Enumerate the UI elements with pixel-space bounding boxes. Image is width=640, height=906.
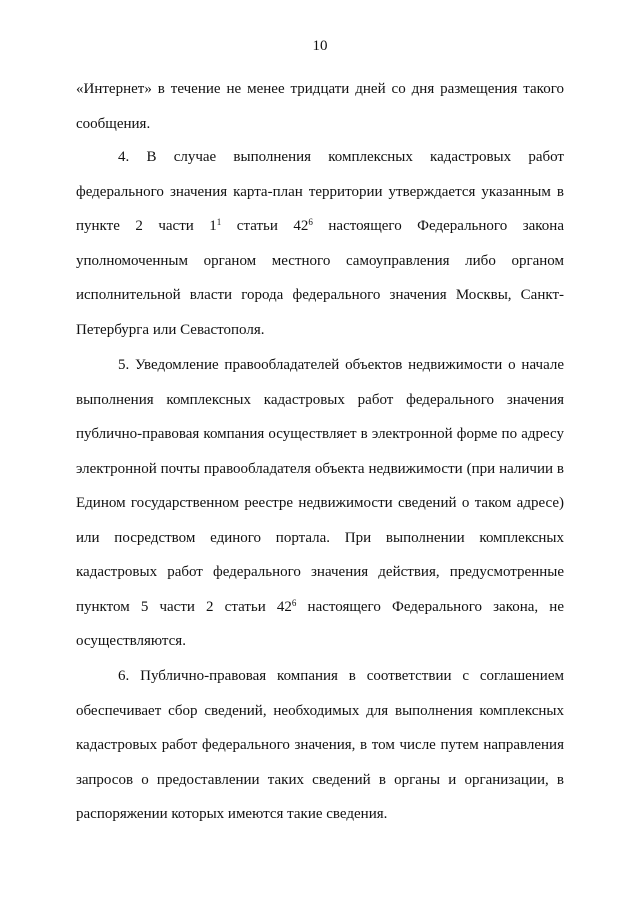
paragraph-item-6 [76, 659, 564, 832]
paragraph-text [76, 140, 564, 347]
superscript: 6 [291, 597, 297, 608]
paragraph-text: 6. Публично-правовая компания в соответствии с соглашением обеспечивает сбор сведений, необходимых для выполнения комплексных кадастровых работ федерального значения, в том числе путем направления запросов о предоставлении таких сведений в органы и организации, в распоряжении которых имеются такие сведения. [76, 668, 564, 822]
text-segment: статьи 42 [221, 218, 309, 234]
page-number: 10 [312, 38, 328, 54]
text-segment: 4. В случае выполнения комплексных кадастровых работ федерального значения карта-план территории утверждается указанным в пункте 2 части 1 [76, 149, 564, 234]
superscript: 1 [216, 217, 222, 227]
paragraph-item-4 [76, 140, 564, 347]
text-segment: настоящего Федерального закона, не осуществляются. [76, 598, 564, 649]
paragraph-text: «Интернет» в течение не менее тридцати дней со дня размещения такого сообщения. [76, 81, 564, 132]
text-segment: настоящего Федерального закона уполномоченным органом местного самоуправления либо органом исполнительной власти города федерального значения Москвы, Санкт-Петербурга или Севастополя. [76, 218, 564, 338]
paragraph-continuation [76, 72, 564, 141]
paragraph-text [76, 348, 564, 659]
paragraph-item-5 [76, 348, 564, 659]
text-segment: 5. Уведомление правообладателей объектов недвижимости о начале выполнения комплексных кадастровых работ федерального значения публично-правовая компания осуществляет в электронной форме по адресу электронной почты правообладателя объекта недвижимости (при наличии в Едином государственном реестре недвижимости сведений о таком адресе) или посредством единого портала. При выполнении комплексных кадастровых работ федерального значения действия, предусмотренные пунктом 5 части 2 статьи 42 [76, 357, 564, 615]
superscript: 6 [308, 217, 313, 227]
